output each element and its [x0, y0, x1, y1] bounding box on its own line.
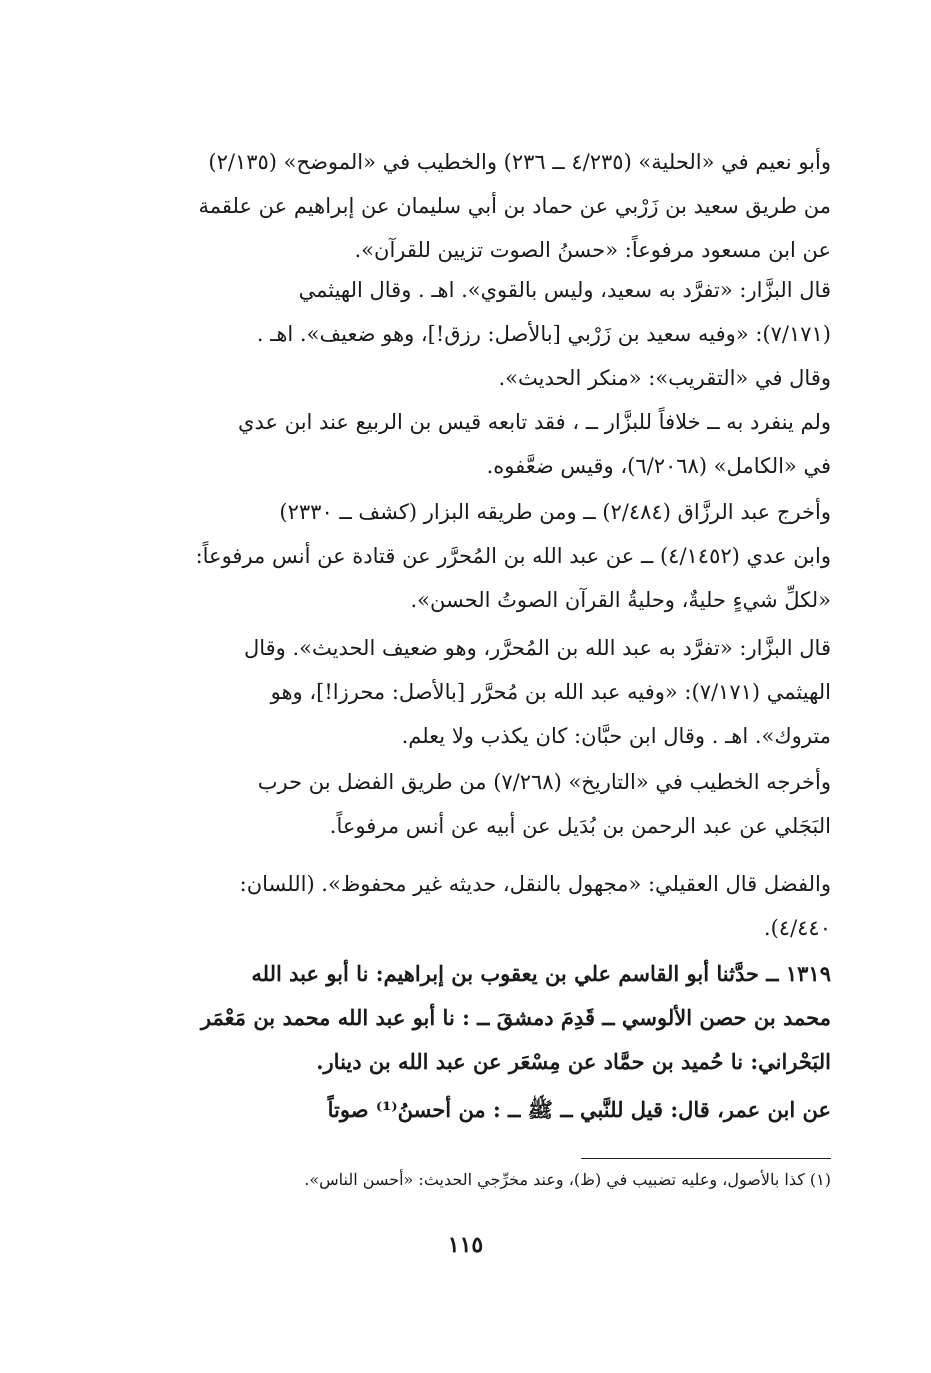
text-line: وأبو نعيم في «الحلية» (٤/٢٣٥ ــ ٢٣٦) والخطيب في «الموضح» (٢/١٣٥)	[208, 150, 831, 174]
text-line: متروك». اهـ . وقال ابن حبَّان: كان يكذب ولا يعلم.	[401, 724, 831, 748]
text-line: عن ابن مسعود مرفوعاً: «حسنُ الصوت تزيين للقرآن».	[354, 238, 831, 262]
text-line: ١٣١٩ ــ حدَّثنا أبو القاسم علي بن يعقوب بن إبراهيم: نا أبو عبد الله	[251, 961, 831, 986]
text-line: وأخرج عبد الرزَّاق (٢/٤٨٤) ــ ومن طريقه البزار (كشف ــ ٢٣٣٠)	[279, 500, 831, 524]
text-line: والفضل قال العقيلي: «مجهول بالنقل، حديثه غير محفوظ». (اللسان:	[239, 872, 831, 896]
hadith-matn	[131, 1088, 831, 1132]
text-line: قال البزَّار: «تفرَّد به سعيد، وليس بالقوي». اهـ . وقال الهيثمي	[298, 278, 831, 302]
footnote: (١) كذا بالأصول، وعليه تضبيب في (ظ)، وعند مخرِّجي الحديث: «أحسن الناس».	[304, 1170, 831, 1189]
text-line: وابن عدي (٤/١٤٥٢) ــ عن عبد الله بن المُحرَّر عن قتادة عن أنس مرفوعاً:	[195, 544, 831, 568]
text-line: وأخرجه الخطيب في «التاريخ» (٧/٢٦٨) من طريق الفضل بن حرب	[257, 770, 831, 794]
text-line: وقال في «التقريب»: «منكر الحديث».	[498, 366, 831, 390]
paragraph-p1	[131, 140, 831, 272]
text-line: ٤/٤٤٠).	[763, 916, 831, 940]
text-line: البَجَلي عن عبد الرحمن بن بُدَيل عن أبيه عن أنس مرفوعاً.	[329, 814, 831, 838]
text-line: الهيثمي (٧/١٧١): «وفيه عبد الله بن مُحرَّر [بالأصل: محرزا!]، وهو	[270, 680, 831, 704]
text-line: البَحْراني: نا حُميد بن حمَّاد عن مِسْعَر عن عبد الله بن دينار.	[316, 1049, 831, 1074]
text-line: (٧/١٧١): «وفيه سعيد بن زَرْبي [بالأصل: رزق!]، وهو ضعيف». اهـ .	[256, 322, 831, 346]
footnote-divider	[581, 1158, 831, 1159]
text-line: ولم ينفرد به ــ خلافاً للبزَّار ــ ، فقد تابعه قيس بن الربيع عند ابن عدي	[238, 410, 831, 434]
paragraph-p6	[131, 760, 831, 848]
paragraph-p2	[131, 268, 831, 400]
text-line: في «الكامل» (٦/٢٠٦٨)، وقيس ضعَّفوه.	[486, 454, 831, 478]
text-line: محمد بن حصن الألوسي ــ قَدِمَ دمشقَ ــ : نا أبو عبد الله محمد بن مَعْمَر	[200, 1005, 831, 1030]
text-line: قال البزَّار: «تفرَّد به عبد الله بن المُحرَّر، وهو ضعيف الحديث». وقال	[243, 636, 831, 660]
paragraph-p5	[131, 626, 831, 758]
paragraph-p3	[131, 400, 831, 488]
text-line: «لكلِّ شيءٍ حليةٌ، وحليةُ القرآن الصوتُ الحسن».	[410, 588, 831, 612]
text-line: عن ابن عمر، قال: قيل للنَّبي ــ ﷺ ــ : من أحسنُ⁽¹⁾ صوتاً	[327, 1097, 831, 1122]
paragraph-p7	[131, 862, 831, 950]
text-line: من طريق سعيد بن زَرْبي عن حماد بن أبي سليمان عن إبراهيم عن علقمة	[198, 194, 831, 218]
paragraph-p4	[131, 490, 831, 622]
hadith-1319	[131, 952, 831, 1084]
page-number: ١١٥	[447, 1232, 484, 1258]
